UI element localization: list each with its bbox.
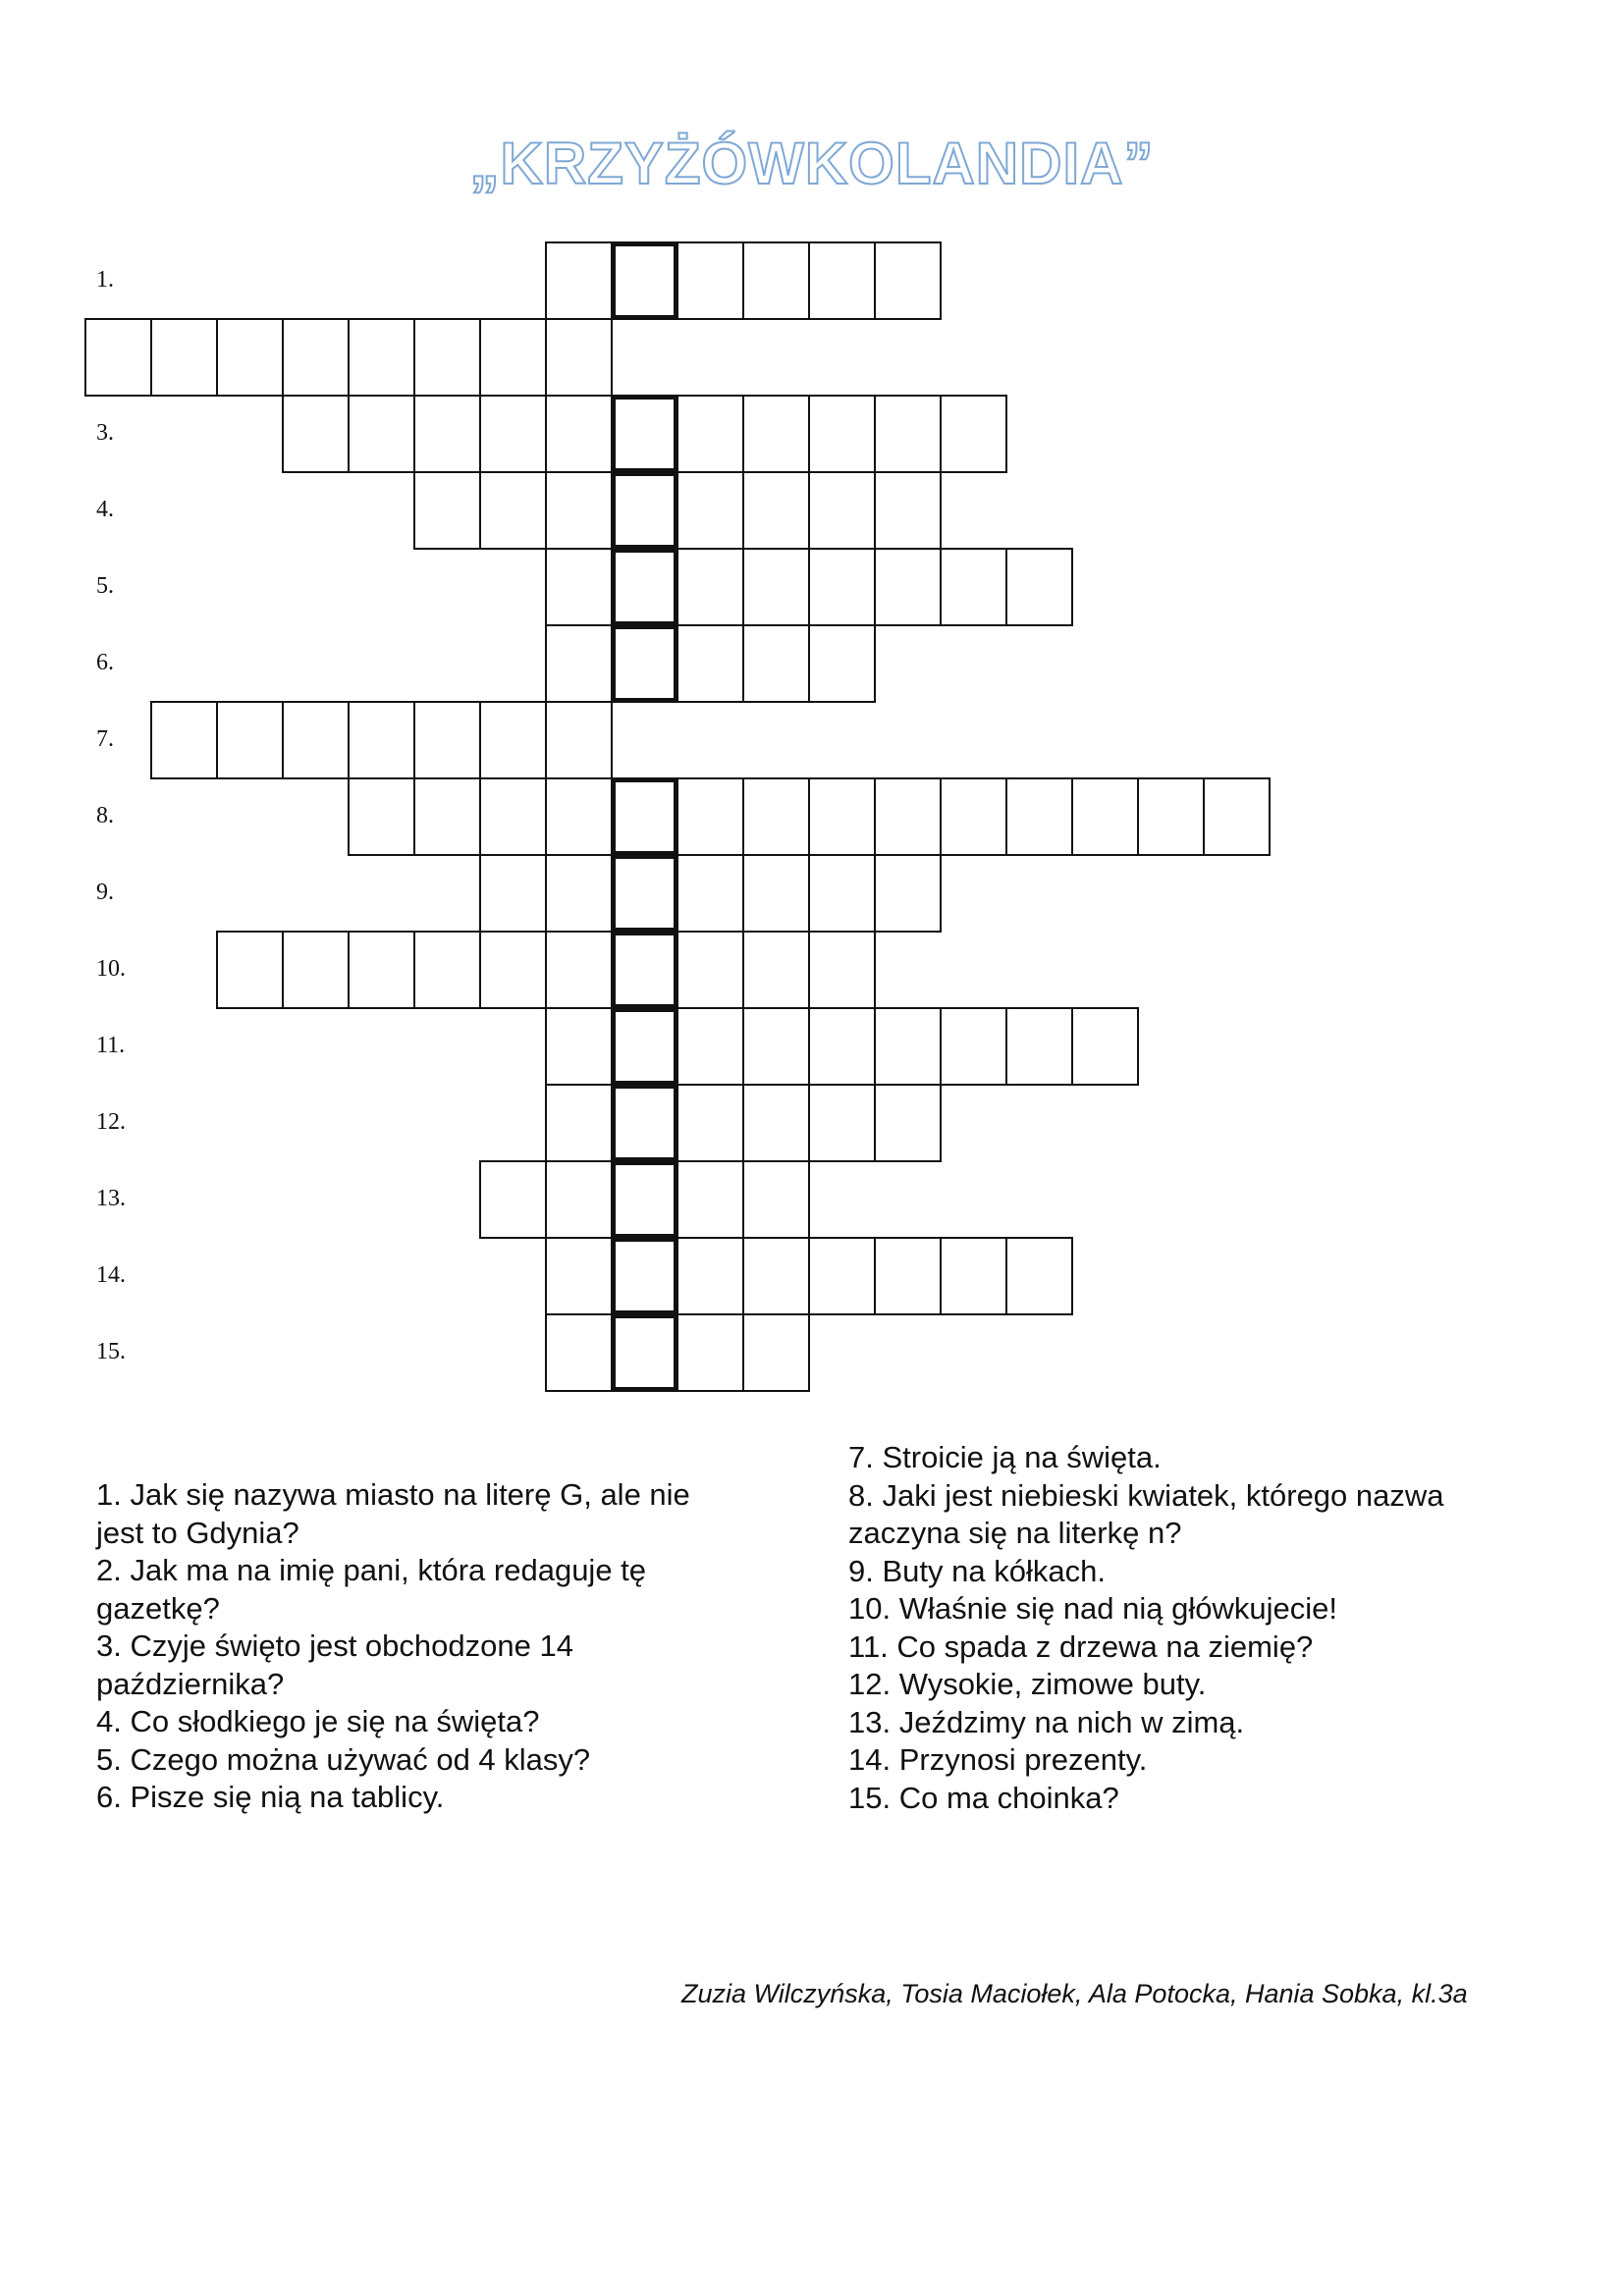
crossword-cell[interactable] — [348, 395, 415, 473]
crossword-cell[interactable] — [545, 1313, 613, 1392]
crossword-cell[interactable] — [1005, 777, 1073, 856]
crossword-cell[interactable] — [808, 1237, 876, 1315]
row-number: 15. — [96, 1339, 126, 1364]
clue-line: 12. Wysokie, zimowe buty. — [848, 1667, 1207, 1701]
clue-line: jest to Gdynia? — [96, 1515, 299, 1550]
crossword-cell[interactable] — [545, 931, 613, 1009]
crossword-cell[interactable] — [413, 777, 481, 856]
crossword-cell[interactable] — [545, 241, 613, 320]
crossword-cell[interactable] — [545, 624, 613, 703]
clue-line: zaczyna się na literkę n? — [848, 1516, 1182, 1550]
crossword-cell[interactable] — [808, 777, 876, 856]
crossword-cell[interactable] — [84, 318, 152, 397]
crossword-cell[interactable] — [150, 318, 218, 397]
crossword-cell[interactable] — [742, 471, 810, 550]
crossword-cell[interactable] — [742, 1313, 810, 1392]
row-number: 10. — [96, 956, 126, 982]
crossword-cell[interactable] — [940, 1007, 1007, 1086]
crossword-cell[interactable] — [742, 548, 810, 626]
crossword-cell[interactable] — [545, 854, 613, 933]
clue-line: 8. Jaki jest niebieski kwiatek, którego nazwa — [848, 1477, 1444, 1513]
row-number: 8. — [96, 803, 114, 828]
row-number: 3. — [96, 420, 114, 446]
crossword-cell[interactable] — [545, 701, 613, 779]
crossword-cell[interactable] — [1005, 1237, 1073, 1315]
crossword-cell[interactable] — [545, 1007, 613, 1086]
crossword-cell[interactable] — [742, 1007, 810, 1086]
crossword-cell[interactable] — [874, 1084, 942, 1162]
crossword-cell[interactable] — [282, 318, 350, 397]
key-column-cell[interactable] — [611, 1313, 678, 1392]
crossword-cell[interactable] — [413, 471, 481, 550]
crossword-cell[interactable] — [808, 931, 876, 1009]
crossword-cell[interactable] — [545, 548, 613, 626]
crossword-cell[interactable] — [742, 395, 810, 473]
clue-line: 3. Czyje święto jest obchodzone 14 — [96, 1629, 573, 1663]
crossword-cell[interactable] — [479, 854, 547, 933]
crossword-cell[interactable] — [545, 777, 613, 856]
key-column-cell[interactable] — [611, 1084, 678, 1162]
crossword-cell[interactable] — [282, 701, 350, 779]
row-number: 12. — [96, 1109, 126, 1135]
key-column-cell[interactable] — [611, 241, 678, 320]
row-number: 11. — [96, 1033, 126, 1058]
crossword-cell[interactable] — [545, 471, 613, 550]
crossword-cell[interactable] — [677, 548, 744, 626]
crossword-cell[interactable] — [808, 241, 876, 320]
crossword-cell[interactable] — [545, 318, 613, 397]
crossword-cell[interactable] — [742, 1084, 810, 1162]
crossword-cell[interactable] — [940, 1237, 1007, 1315]
clue-line: 2. Jak ma na imię pani, która redaguje tę — [96, 1553, 647, 1587]
crossword-cell[interactable] — [1137, 777, 1205, 856]
key-column-cell[interactable] — [611, 1160, 678, 1239]
crossword-cell[interactable] — [677, 1313, 744, 1392]
clue-line: 11. Co spada z drzewa na ziemię? — [848, 1629, 1314, 1664]
page-title: „KRZYŻÓWKOLANDIA” — [469, 131, 1155, 196]
crossword-cell[interactable] — [742, 1160, 810, 1239]
crossword-cell[interactable] — [216, 701, 284, 779]
crossword-cell[interactable] — [413, 318, 481, 397]
crossword-cell[interactable] — [742, 241, 810, 320]
crossword-cell[interactable] — [413, 931, 481, 1009]
clue-line: 14. Przynosi prezenty. — [848, 1742, 1148, 1777]
clue-line: 5. Czego można używać od 4 klasy? — [96, 1741, 591, 1777]
row-number: 4. — [96, 497, 114, 522]
row-number: 14. — [96, 1262, 126, 1288]
crossword-cell[interactable] — [479, 701, 547, 779]
crossword-cell[interactable] — [479, 777, 547, 856]
crossword-cell[interactable] — [874, 241, 942, 320]
crossword-cell[interactable] — [677, 1160, 744, 1239]
crossword-cell[interactable] — [479, 931, 547, 1009]
clue-line: 1. Jak się nazywa miasto na literę G, ale nie — [96, 1477, 690, 1512]
row-number: 13. — [96, 1186, 126, 1211]
key-column-cell[interactable] — [611, 395, 678, 473]
key-column-cell[interactable] — [611, 624, 678, 703]
crossword-cell[interactable] — [1071, 777, 1139, 856]
crossword-cell[interactable] — [413, 395, 481, 473]
crossword-cell[interactable] — [742, 624, 810, 703]
crossword-cell[interactable] — [808, 471, 876, 550]
crossword-cell[interactable] — [348, 701, 415, 779]
crossword-cell[interactable] — [874, 395, 942, 473]
crossword-cell[interactable] — [677, 624, 744, 703]
crossword-cell[interactable] — [479, 471, 547, 550]
clue-line: 4. Co słodkiego je się na święta? — [96, 1704, 540, 1738]
clue-line: 9. Buty na kółkach. — [848, 1553, 1106, 1588]
key-column-cell[interactable] — [611, 1237, 678, 1315]
key-column-cell[interactable] — [611, 471, 678, 550]
crossword-cell[interactable] — [874, 548, 942, 626]
clue-line: 13. Jeździmy na nich w zimą. — [848, 1704, 1245, 1739]
crossword-cell[interactable] — [874, 471, 942, 550]
crossword-cell[interactable] — [545, 1237, 613, 1315]
crossword-cell[interactable] — [874, 854, 942, 933]
crossword-cell[interactable] — [545, 395, 613, 473]
crossword-cell[interactable] — [1203, 777, 1271, 856]
crossword-cell[interactable] — [348, 777, 415, 856]
crossword-cell[interactable] — [1005, 548, 1073, 626]
crossword-cell[interactable] — [150, 701, 218, 779]
crossword-cell[interactable] — [677, 471, 744, 550]
crossword-cell[interactable] — [808, 1084, 876, 1162]
crossword-cell[interactable] — [742, 931, 810, 1009]
crossword-cell[interactable] — [479, 318, 547, 397]
key-column-cell[interactable] — [611, 548, 678, 626]
row-number: 9. — [96, 880, 114, 905]
crossword-cell[interactable] — [348, 931, 415, 1009]
key-column-cell[interactable] — [611, 777, 678, 856]
row-number: 6. — [96, 650, 114, 675]
crossword-cell[interactable] — [874, 1007, 942, 1086]
crossword-cell[interactable] — [1071, 1007, 1139, 1086]
crossword-cell[interactable] — [940, 548, 1007, 626]
crossword-cell[interactable] — [677, 854, 744, 933]
crossword-cell[interactable] — [808, 548, 876, 626]
crossword-cell[interactable] — [479, 1160, 547, 1239]
crossword-cell[interactable] — [216, 931, 284, 1009]
clue-line: października? — [96, 1666, 285, 1701]
clue-line: gazetkę? — [96, 1590, 220, 1626]
clue-line: 15. Co ma choinka? — [848, 1780, 1119, 1815]
row-number: 1. — [96, 267, 114, 293]
crossword-cell[interactable] — [874, 777, 942, 856]
crossword-cell[interactable] — [874, 1237, 942, 1315]
crossword-cell[interactable] — [1005, 1007, 1073, 1086]
row-number: 7. — [96, 726, 114, 752]
crossword-cell[interactable] — [742, 854, 810, 933]
clue-line: 10. Właśnie się nad nią główkujecie! — [848, 1591, 1337, 1626]
crossword-cell[interactable] — [545, 1084, 613, 1162]
crossword-cell[interactable] — [808, 395, 876, 473]
key-column-cell[interactable] — [611, 931, 678, 1009]
row-number: 5. — [96, 573, 114, 599]
crossword-cell[interactable] — [282, 931, 350, 1009]
clues-right-column — [848, 1439, 1444, 1817]
crossword-cell[interactable] — [216, 318, 284, 397]
crossword-cell[interactable] — [808, 854, 876, 933]
key-column-cell[interactable] — [611, 854, 678, 933]
authors-credit: Zuzia Wilczyńska, Tosia Maciołek, Ala Potocka, Hania Sobka, kl.3a — [681, 1979, 1468, 2008]
crossword-cell[interactable] — [808, 624, 876, 703]
crossword-cell[interactable] — [677, 1237, 744, 1315]
crossword-cell[interactable] — [413, 701, 481, 779]
crossword-cell[interactable] — [545, 1160, 613, 1239]
crossword-cell[interactable] — [677, 241, 744, 320]
crossword-cell[interactable] — [348, 318, 415, 397]
clue-line: 6. Pisze się nią na tablicy. — [96, 1780, 445, 1814]
key-column-cell[interactable] — [611, 1007, 678, 1086]
crossword-cell[interactable] — [677, 931, 744, 1009]
crossword-cell[interactable] — [677, 1007, 744, 1086]
crossword-cell[interactable] — [677, 395, 744, 473]
crossword-cell[interactable] — [677, 777, 744, 856]
crossword-cell[interactable] — [677, 1084, 744, 1162]
crossword-cell[interactable] — [479, 395, 547, 473]
crossword-cell[interactable] — [940, 395, 1007, 473]
crossword-cell[interactable] — [940, 777, 1007, 856]
crossword-cell[interactable] — [808, 1007, 876, 1086]
clue-line: 7. Stroicie ją na święta. — [848, 1440, 1162, 1474]
crossword-cell[interactable] — [742, 777, 810, 856]
clues-left-column — [96, 1476, 690, 1817]
crossword-cell[interactable] — [742, 1237, 810, 1315]
crossword-cell[interactable] — [282, 395, 350, 473]
